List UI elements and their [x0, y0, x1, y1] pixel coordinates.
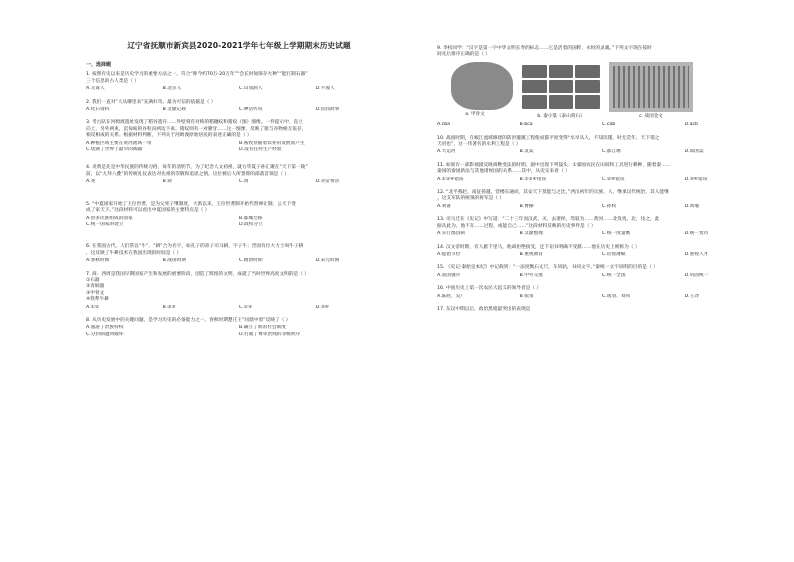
answer-option[interactable]: A.实行郡县制 [437, 231, 466, 237]
answer-option[interactable]: C.cab [602, 122, 616, 128]
question-spacer [86, 93, 392, 100]
stem-line: 11. 如果有一部影视剧反映商鞅变法的时期，剧中出现下列镜头：①秦国农民在田间和工具进行耕种，随着秦…… [437, 162, 671, 168]
answer-option[interactable]: B.灵渠 [519, 149, 534, 155]
stem-line: 5. “中夏国家开始了王位世袭，是为父死子继制度，大禹以来，王位世袭制开始代替禅让制，公天下变 [86, 201, 296, 207]
answer-option[interactable]: D.宋元时期 [315, 258, 340, 264]
answer-option[interactable]: C.项羽、刘邦 [602, 293, 631, 299]
answer-option[interactable]: B.①②④错误 [519, 176, 547, 182]
answer-option[interactable]: C.分封制遭到破坏 [86, 331, 124, 337]
question-6 [437, 245, 767, 259]
answer-option[interactable]: D.政权分立 [239, 221, 263, 227]
answer-options [86, 107, 392, 113]
question-8 [86, 318, 392, 338]
question-1 [437, 46, 767, 129]
statement-item: ②青铜器 [86, 284, 105, 290]
question-3 [86, 120, 392, 153]
answer-option[interactable]: C.禹 [239, 179, 249, 185]
answer-option[interactable]: D.acb [684, 122, 699, 128]
question-stem [86, 165, 392, 178]
answer-option[interactable]: D.巩固统一 [684, 272, 709, 278]
answer-option[interactable]: D.重视人才 [684, 251, 709, 257]
question-7 [86, 272, 392, 311]
answer-options [437, 149, 767, 155]
answer-options [86, 305, 392, 311]
answer-option[interactable]: A.①②④错误 [437, 176, 464, 182]
question-stem [437, 136, 767, 149]
question-6 [86, 244, 392, 264]
question-spacer [437, 129, 767, 136]
answer-option[interactable]: B.畜牧业随着农业的发展而产生 [239, 140, 305, 146]
figure-caption: b. 秦小篆《泰山刻石》 [537, 113, 585, 119]
question-spacer [86, 153, 392, 165]
question-4 [437, 190, 767, 210]
answer-options [86, 216, 392, 229]
question-spacer [86, 228, 392, 244]
answer-option[interactable]: A.①② [86, 304, 100, 310]
answer-options [437, 273, 767, 279]
answer-option[interactable]: C.统一度量衡 [602, 231, 631, 237]
answer-option[interactable]: A.由多民族组成的国家 [86, 215, 133, 221]
answer-option[interactable]: B.重视教育 [519, 251, 543, 257]
answer-option[interactable]: D.王莽 [684, 293, 699, 299]
answer-option[interactable]: A.旅游了贵族特权 [86, 325, 124, 331]
answer-option[interactable]: D.周瑜 [684, 203, 699, 209]
bone-image [451, 62, 513, 110]
page-title: 辽宁省抚顺市新宾县2020-2021学年七年级上学期期末历史试题 [127, 41, 351, 50]
stem-line: 15. 《史记·秦始皇本纪》中记载到：“一法度衡石丈尺，车同轨，书同文字。”秦统一文字说明的目的是（ ） [437, 265, 658, 271]
stem-line: 4. 炎黄是先是中华民族的传统习俗，每年的清明节，为了纪念人文初祖，就方华夏子孙汇聚在“天下第一陵” [86, 165, 308, 171]
stem-line: 2. 我们一直对“人从哪里来”充满好奇。最为可信的依据是（ ） [86, 99, 216, 105]
stem-line: 17. 东汉中期以后，政治黑暗最突出的表现是 [437, 306, 531, 312]
figure-caption: a. 甲骨文 [465, 111, 485, 117]
answer-option[interactable]: A.化石资料 [86, 107, 110, 113]
answer-options [86, 86, 392, 92]
question-spacer [437, 313, 767, 320]
right-column [437, 46, 767, 320]
answer-option[interactable]: A.富国强兵 [437, 272, 461, 278]
question-spacer [437, 183, 767, 190]
answer-option[interactable]: B.都城迁移 [239, 215, 263, 221]
answer-option[interactable]: B.曹操 [519, 203, 534, 209]
question-stem [437, 46, 767, 59]
question-2 [86, 100, 392, 114]
answer-option[interactable]: B.舜 [162, 179, 172, 185]
question-spacer [437, 300, 767, 307]
answer-option[interactable]: D.③④ [315, 304, 330, 310]
answer-option[interactable]: A.种植区域主要在黄河流域一带 [86, 140, 152, 146]
question-5 [86, 202, 392, 229]
stem-line: 向上，另外两束，沉甸甸的谷粒向两边下垂。猪纹则有一对獠牙……这一图像，反映了猪与谷物相互依存， [86, 126, 307, 132]
stem-line: 9. 李权同学：“汉字是第一字中华文明长寿的标志……它是活着的国粹，永恒的灵魂。”下列文字现在按时 [437, 46, 652, 51]
question-stem [86, 100, 392, 106]
question-7 [437, 265, 767, 279]
answer-options [437, 231, 767, 237]
question-stem [86, 72, 392, 85]
answer-option[interactable]: A.刘备 [437, 203, 451, 209]
answer-option[interactable]: D.统一货币 [684, 231, 709, 237]
answer-option[interactable]: C.山顶洞人 [239, 86, 263, 92]
statement-item: ③甲骨文 [86, 290, 105, 296]
question-stem [437, 163, 767, 176]
left-column [86, 59, 392, 345]
answer-option[interactable]: C.隋唐时期 [239, 258, 263, 264]
answer-option[interactable]: A.cba [437, 122, 451, 128]
answer-option[interactable]: B.bca [519, 122, 533, 128]
question-5 [437, 217, 767, 237]
question-3 [437, 163, 767, 183]
answer-option[interactable]: C.①③ [239, 304, 253, 310]
answer-option[interactable]: A.尧 [86, 179, 96, 185]
question-8 [437, 286, 767, 300]
answer-option[interactable]: C.轻徭薄赋 [602, 251, 626, 257]
answer-option[interactable]: B.张角 [519, 293, 534, 299]
answer-options [86, 258, 392, 264]
question-spacer [86, 186, 392, 202]
figure-bronze [609, 62, 693, 120]
stem-line: 前，以“九拜八叠”的传统礼仪表达对先祖的崇敬和追思之情。这位被后人所景仰的部落首领是（ ） [86, 171, 290, 177]
stem-line: ，这反映了牛耕技术在我国出现的时间是（ ） [86, 250, 182, 256]
figure-seal [519, 62, 603, 120]
answer-option[interactable]: B.②③ [162, 304, 176, 310]
answer-option[interactable]: C.烧制了世界上最早的陶器 [86, 147, 143, 153]
question-spacer [86, 311, 392, 318]
statement-item: ①石器 [86, 277, 100, 283]
answer-option[interactable]: D.打破了尊卑贵贱的等级秩序 [239, 331, 301, 337]
figure-bone [437, 62, 513, 118]
question-2 [437, 136, 767, 156]
question-4 [86, 165, 392, 185]
answer-options [86, 325, 392, 338]
stem-line: 6. 在我国古代，人们常以“牛”、“耕”合为名字，如孔子的弟子司马耕，字子牛；晋国有位大力士叫牛子耕 [86, 244, 304, 250]
stem-line: 间先后排序正确的是（ ） [437, 52, 491, 58]
answer-option[interactable]: B.中外交流 [519, 272, 543, 278]
stem-line: 16. 中国历史上第一次农民大起义的领导者是（ ） [437, 286, 542, 292]
question-stem [437, 265, 767, 271]
answer-option[interactable]: B.文献整理 [519, 231, 543, 237]
section-heading: 一、选择题 [86, 62, 112, 68]
question-stem [86, 202, 392, 215]
statement-item: ④铁犁牛耕 [86, 297, 109, 303]
question-stem [437, 286, 767, 292]
stem-line: 天府也”，这一伟著名的水利工程是（ ） [437, 142, 521, 148]
stem-line: 14. 汉文帝时期，有人献千里马，他却拒绝接受，还下诏书明确不受献……他在历史上被称为（ ） [437, 244, 640, 250]
question-1 [86, 72, 392, 92]
question-stem [437, 190, 767, 203]
stem-line: 相反相成的关系。根据材料判断，下列关于河姆渡原始居民的表述正确的是（ ） [86, 133, 252, 139]
answer-option[interactable]: C.孙权 [602, 203, 617, 209]
question-spacer [86, 265, 392, 272]
bronze-image [609, 62, 693, 112]
stem-line: 10. 战国时期，在岷江流域修建的防洪灌溉工程使成都平原变得“水旱从人，不知饥馑，时无荒年，天下谓之 [437, 135, 660, 141]
answer-options [437, 294, 767, 300]
answer-option[interactable]: C.②④错误 [602, 176, 625, 182]
stem-line: 据从此为。他不在……过程，或能自己……”这段材料反映的历史事件是（ ） [437, 223, 596, 229]
answer-option[interactable]: A.大运河 [437, 149, 456, 155]
figure-caption: c. 战国金文 [639, 113, 663, 119]
answer-option[interactable]: C.都江堰 [602, 149, 621, 155]
stem-line: 秦国的秦国新法与其他诸侯国的关系……其中，从史实来看（ ） [437, 169, 570, 175]
answer-option[interactable]: D.郑国渠 [684, 149, 704, 155]
stem-line: 12. “北平燕赵，南征扬越，营楼东通而，其安天下莫能与之比，”西汉初年的宗族、人，继承汉代统治，其人能继 [437, 190, 669, 196]
answer-option[interactable]: B.战国时期 [162, 258, 186, 264]
question-stem [437, 217, 767, 230]
question-spacer [86, 338, 392, 345]
stem-line: 。这支军队的统领的将军是（ ） [437, 196, 505, 202]
seal-image [519, 62, 603, 112]
answer-option[interactable]: B.确立了新的社会制度 [239, 325, 286, 331]
answer-options [86, 141, 392, 154]
answer-option[interactable]: D.没有任何生产经验 [239, 147, 282, 153]
figure-row [437, 62, 767, 120]
question-spacer [437, 238, 767, 245]
stem-line: 3. 考古队在河姆渡遗址发现了稻谷遗存……外壁刻有对称的稻穗纹和猪纹（图）图像。一件提示中，直立 [86, 120, 303, 126]
statement-list [86, 278, 392, 304]
answer-option[interactable]: B.文献记载 [162, 107, 186, 113]
stem-line: 7. 商、西周是我国早期国家产生和发展的重要阶段，创造了辉煌的文明，成就了当时世界高度文明的是（ ） [86, 271, 310, 277]
question-stem [437, 245, 767, 251]
stem-line: 8. 从历史发展中的关键问题，是学习历史的必备能力之一。春秋时期楚庄王“问鼎中原”反映了（ ） [86, 317, 291, 323]
answer-option[interactable]: D.③④错误 [684, 176, 708, 182]
answer-option[interactable]: B.北京人 [162, 86, 182, 92]
answer-option[interactable]: A.提倡节俭 [437, 251, 461, 257]
question-stem [86, 318, 392, 324]
stem-line: 1. 按照有史以来是历史学习的重要方法之一。符合“距今约70万-20万年”“会长时间保存火种”“能打制石器” [86, 72, 308, 78]
answer-options [437, 122, 767, 128]
question-stem [86, 120, 392, 139]
answer-option[interactable]: A.春秋时期 [86, 258, 110, 264]
answer-option[interactable]: C.神话传说 [239, 107, 263, 113]
answer-options [86, 179, 392, 185]
answer-option[interactable]: D.炎帝黄帝 [315, 179, 340, 185]
answer-options [437, 252, 767, 258]
stem-line: 13. 司马迁在《史记》中写道：“二十三年而汉武、灭、去诸侯，驾驭为……黄河……北伐夷，北，伐之，此 [437, 217, 660, 223]
answer-option[interactable]: C.统一全国 [602, 272, 626, 278]
answer-option[interactable]: A.陈胜、吴广 [437, 293, 466, 299]
answer-option[interactable]: D.半坡人 [315, 86, 335, 92]
answer-options [437, 177, 767, 183]
question-spacer [437, 156, 767, 163]
answer-option[interactable]: C.统一国家的建立 [86, 221, 124, 227]
stem-line: 三个信息的古人类是（ ） [86, 78, 140, 84]
answer-options [437, 204, 767, 210]
answer-option[interactable]: A.元谋人 [86, 86, 105, 92]
stem-line: 成了家天下。”这段材料可以看出中夏国家的主要特点是（ ） [86, 208, 210, 214]
question-stem [86, 244, 392, 257]
answer-option[interactable]: D.民间故事 [315, 107, 340, 113]
